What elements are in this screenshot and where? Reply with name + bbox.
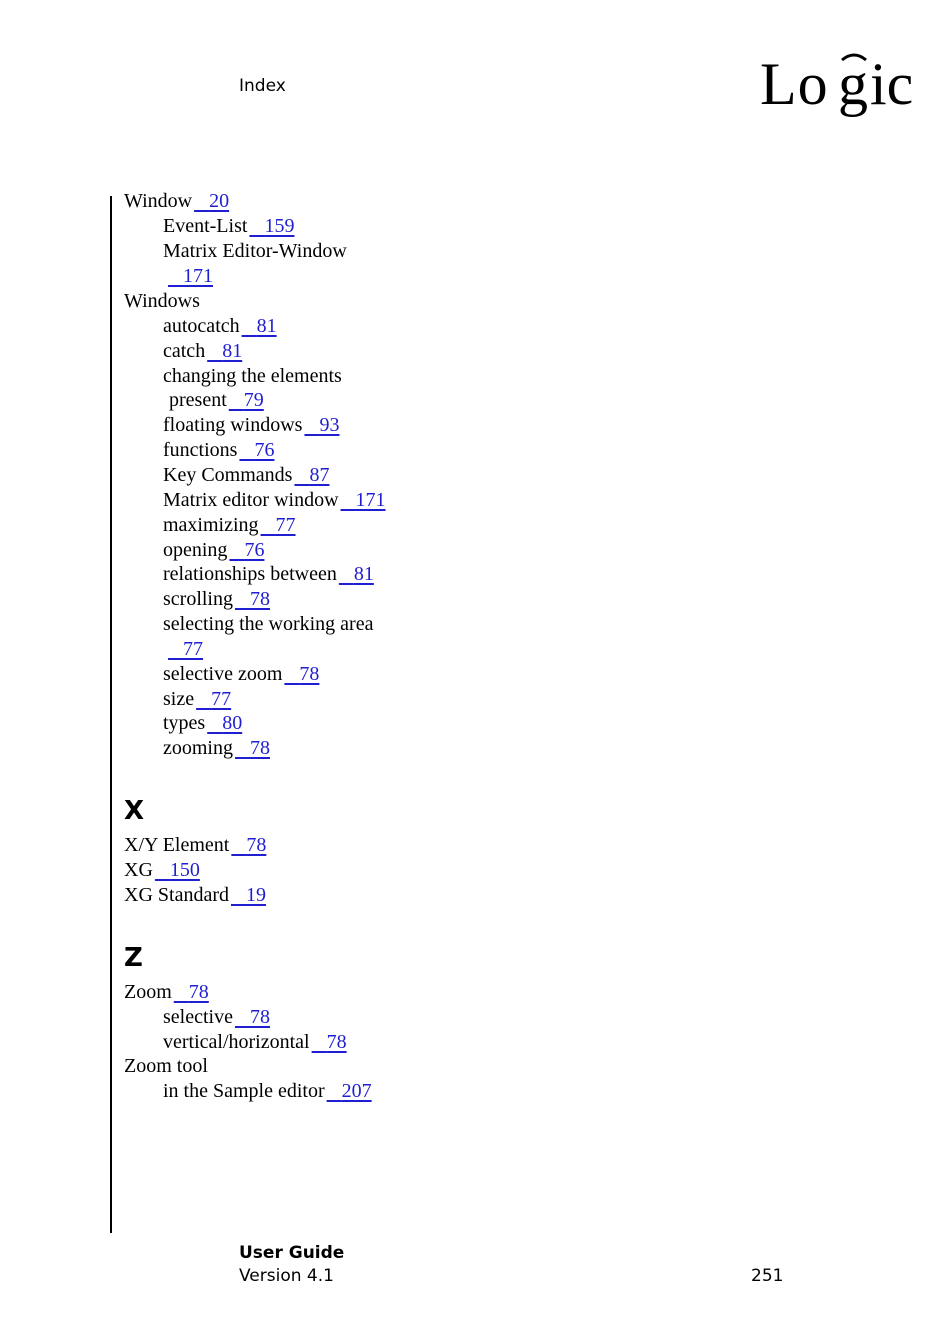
index-entry: Zoom tool [124, 1055, 208, 1077]
index-subentry: floating windows 93 [163, 414, 340, 436]
index-subentry: functions 76 [163, 439, 275, 461]
index-subentry: Event-List 159 [163, 215, 295, 237]
index-subentry: relationships between 81 [163, 563, 374, 585]
svg-text:g: g [838, 51, 868, 117]
index-subentry: maximizing 77 [163, 514, 296, 536]
page-link[interactable]: 171 [183, 265, 213, 287]
page-link[interactable]: 81 [353, 563, 374, 585]
page-link[interactable]: 78 [246, 834, 267, 856]
index-subentry: selective 78 [163, 1006, 270, 1028]
index-subentry: Matrix editor window 171 [163, 489, 386, 511]
index-subentry: changing the elements [163, 365, 342, 387]
index-subentry: opening 76 [163, 539, 265, 561]
page-link[interactable]: 150 [169, 859, 200, 881]
index-subentry: size 77 [163, 688, 232, 710]
index-subentry: catch 81 [163, 340, 243, 362]
index-subentry-continuation [166, 637, 203, 662]
svg-text:Lo: Lo [760, 51, 829, 117]
page-link[interactable]: 77 [211, 688, 232, 710]
index-entry: XG 150 [124, 859, 200, 881]
section-letter-x: X [124, 796, 145, 826]
page-link[interactable]: 19 [245, 884, 266, 906]
page-link[interactable]: 78 [299, 663, 320, 685]
section-letter-z: Z [124, 943, 143, 973]
index-entry: X/Y Element 78 [124, 834, 267, 856]
page-link[interactable]: 87 [309, 464, 330, 486]
page-link[interactable]: 159 [264, 215, 295, 237]
index-subentry: in the Sample editor 207 [163, 1080, 372, 1102]
page-link[interactable]: 76 [244, 539, 265, 561]
page-link[interactable]: 207 [341, 1080, 372, 1102]
index-subentry: scrolling 78 [163, 588, 270, 610]
page-link[interactable]: 78 [188, 981, 209, 1003]
page-link[interactable]: 93 [319, 414, 340, 436]
page-link[interactable]: 20 [209, 190, 230, 212]
index-subentry: Matrix Editor-Window [163, 240, 347, 262]
index-entry: Window 20 [124, 190, 230, 212]
footer-version: Version 4.1 [239, 1266, 334, 1286]
index-subentry: vertical/horizontal 78 [163, 1031, 347, 1053]
index-entry: Windows [124, 290, 200, 312]
index-subentry: Key Commands 87 [163, 464, 330, 486]
logic-logo [760, 46, 925, 128]
footer-guide-title: User Guide [239, 1243, 345, 1263]
index-subentry: selective zoom 78 [163, 663, 320, 685]
page-number: 251 [751, 1266, 784, 1286]
index-subentry: zooming 78 [163, 737, 270, 759]
index-subentry: autocatch 81 [163, 315, 277, 337]
page-link[interactable]: 78 [326, 1031, 347, 1053]
page-link[interactable]: 77 [183, 638, 203, 660]
page-link[interactable]: 77 [275, 514, 296, 536]
page-link[interactable]: 78 [249, 1006, 270, 1028]
index-entry: XG Standard 19 [124, 884, 266, 906]
running-header-title: Index [239, 76, 286, 96]
svg-text:ic: ic [870, 51, 914, 117]
page-link[interactable]: 78 [250, 737, 270, 759]
index-subentry-continuation: present 79 [169, 389, 264, 411]
page-link[interactable]: 80 [222, 712, 243, 734]
margin-rule [110, 196, 112, 1233]
page-link[interactable]: 79 [243, 389, 264, 411]
page-link[interactable]: 81 [256, 315, 277, 337]
page-link[interactable]: 76 [254, 439, 275, 461]
index-subentry: selecting the working area [163, 613, 374, 635]
index-entry: Zoom 78 [124, 981, 209, 1003]
page-link[interactable]: 78 [250, 588, 270, 610]
index-subentry: types 80 [163, 712, 243, 734]
page-link[interactable]: 171 [355, 489, 386, 511]
index-subentry-continuation [166, 264, 213, 289]
page-link[interactable]: 81 [222, 340, 243, 362]
